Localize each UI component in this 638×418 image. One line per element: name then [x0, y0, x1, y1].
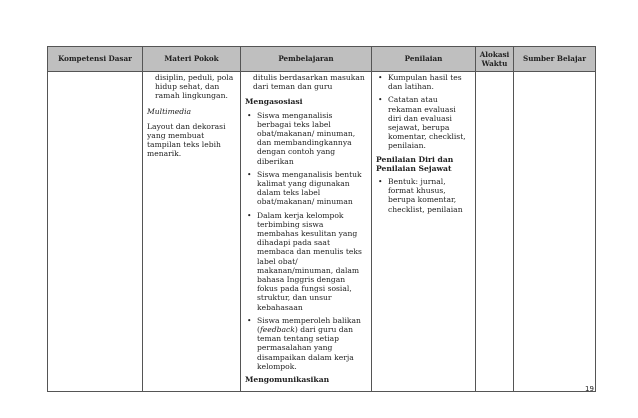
cell-pembelajaran	[241, 72, 372, 392]
header-penilaian: Penilaian	[372, 47, 476, 72]
feedback-word: feedback	[259, 325, 295, 335]
cell-sumber-belajar	[514, 72, 596, 392]
penilaian-diri-heading: Penilaian Diri dan Penilaian Sejawat	[376, 154, 454, 173]
cell-penilaian	[372, 72, 476, 392]
list-item: • Siswa menganalisis berbagai teks label obat/makanan/ minuman, dan membandingkannya dengan contoh yang diberikan	[257, 111, 367, 166]
pembelajaran-continued-text: ditulis berdasarkan masukan dari teman dan guru	[253, 73, 365, 92]
page-number: 19	[585, 385, 594, 393]
mengasosiasi-heading: Mengasosiasi	[245, 97, 303, 107]
header-pembelajaran: Pembelajaran	[241, 47, 372, 72]
cell-materi-pokok	[143, 72, 241, 392]
feedback-pre-text: Siswa memperoleh balikan (	[257, 315, 361, 335]
table-header-row	[48, 47, 596, 72]
list-item: • Bentuk: jurnal, format khusus, berupa komentar, checklist, penilaian	[388, 177, 471, 214]
table-row	[48, 72, 596, 392]
list-item: • Kumpulan hasil tes dan latihan.	[388, 73, 471, 91]
penilaian-list-2	[376, 177, 471, 214]
mengomunikasikan-heading: Mengomunikasikan	[245, 375, 330, 385]
feedback-post-text: ) dari guru dan teman tentang setiap permasalahan yang disampaikan dalam kerja kelompok.	[257, 325, 354, 371]
header-kompetensi-dasar: Kompetensi Dasar	[48, 47, 143, 72]
cell-alokasi-waktu	[476, 72, 514, 392]
syllabus-table	[47, 46, 596, 392]
list-item: • Dalam kerja kelompok terbimbing siswa membahas kesulitan yang dihadapi pada saat membaca dan menulis teks label obat/ makanan/minuman, dalam bahasa Inggris dengan fokus pada fungsi sosial, struktur, dan unsur kebahasaan	[257, 211, 367, 312]
list-item: • Catatan atau rekaman evaluasi diri dan evaluasi sejawat, berupa komentar, checklist, penilaian.	[388, 95, 471, 150]
materi-continued-text: disiplin, peduli, pola hidup sehat, dan ramah lingkungan.	[155, 73, 234, 101]
cell-kompetensi-dasar	[48, 72, 143, 392]
header-materi-pokok: Materi Pokok	[143, 47, 241, 72]
materi-layout-text: Layout dan dekorasi yang membuat tampilan teks lebih menarik.	[147, 121, 226, 159]
pembelajaran-list	[245, 111, 367, 371]
materi-multimedia-label: Multimedia	[147, 106, 192, 116]
header-sumber-belajar: Sumber Belajar	[514, 47, 596, 72]
list-item: • Siswa menganalisis bentuk kalimat yang digunakan dalam teks label obat/makanan/ minuman	[257, 170, 367, 207]
header-alokasi-waktu: Alokasi Waktu	[476, 47, 514, 72]
list-item-feedback	[257, 316, 367, 371]
penilaian-list-1	[376, 73, 471, 151]
